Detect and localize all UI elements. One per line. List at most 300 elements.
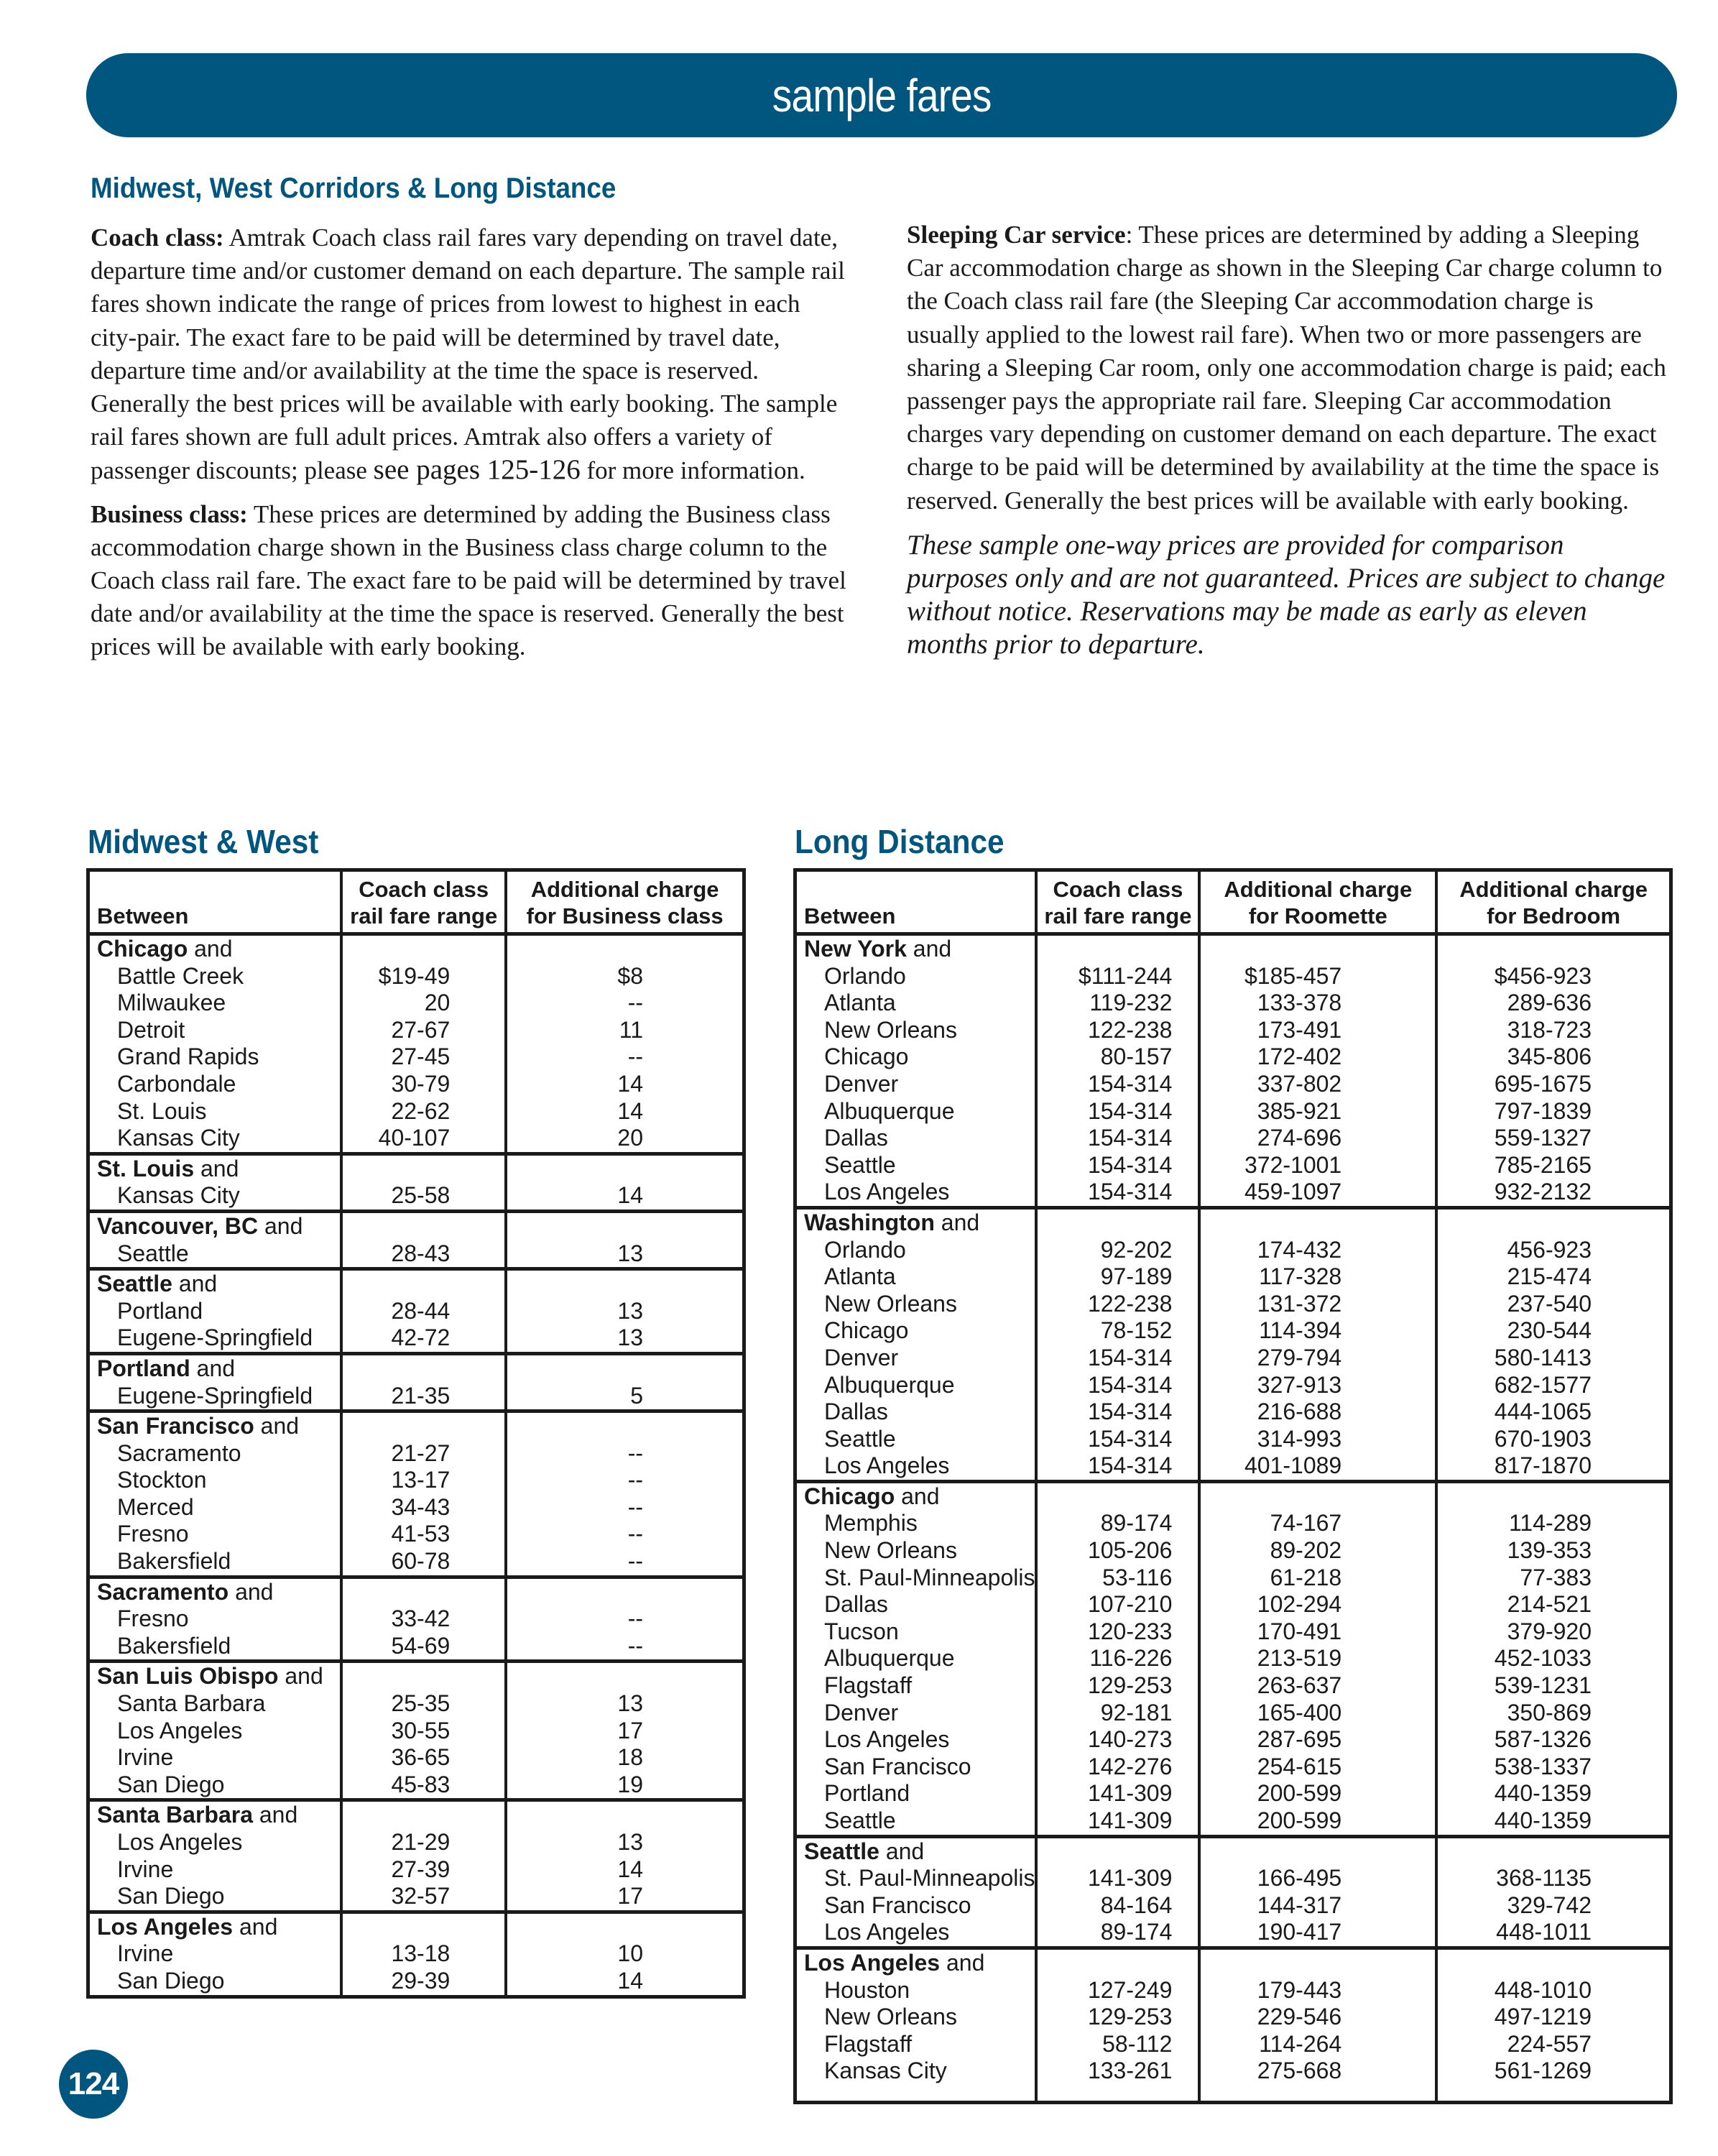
- fare-value: 30-55: [341, 1718, 506, 1745]
- destination-city: Kansas City: [824, 2058, 947, 2084]
- fare-value: 682-1577: [1436, 1372, 1671, 1399]
- coach-class-paragraph: [91, 221, 852, 488]
- table-row: [795, 1098, 1671, 1125]
- empty-cell: [1436, 1481, 1671, 1510]
- table-row: [795, 1372, 1671, 1399]
- destination-city: Fresno: [117, 1606, 189, 1632]
- intro-left-column: [91, 221, 852, 674]
- empty-cell: [1036, 1481, 1199, 1510]
- fare-value: 92-202: [1036, 1237, 1199, 1264]
- table-row: [88, 1440, 744, 1468]
- fare-value: 263-637: [1199, 1672, 1436, 1700]
- fare-value: --: [506, 1494, 744, 1521]
- empty-cell: [1036, 934, 1199, 963]
- fare-value: 154-314: [1036, 1426, 1199, 1453]
- table-row: [795, 1317, 1671, 1345]
- empty-cell: [341, 1353, 506, 1382]
- origin-cell: [88, 1153, 342, 1182]
- destination-city: San Diego: [117, 1967, 225, 1994]
- table-row: [795, 1919, 1671, 1948]
- fare-value: 179-443: [1199, 1977, 1436, 2004]
- destination-city: Sacramento: [117, 1439, 241, 1466]
- fare-value: 275-668: [1199, 2058, 1436, 2102]
- fare-value: 102-294: [1199, 1591, 1436, 1618]
- origin-cell: [795, 1948, 1037, 1976]
- fare-value: 107-210: [1036, 1591, 1199, 1618]
- fare-value: 58-112: [1036, 2031, 1199, 2058]
- origin-cell: [88, 1211, 342, 1240]
- column-header-line: rail fare range: [1044, 903, 1192, 929]
- table-row: [88, 1521, 744, 1548]
- column-header-line: rail fare range: [350, 903, 498, 929]
- fare-value: 337-802: [1199, 1071, 1436, 1098]
- fare-value: 18: [506, 1744, 744, 1772]
- intro-heading: Midwest, West Corridors & Long Distance: [91, 172, 616, 204]
- group-origin-row: [88, 1211, 744, 1240]
- fare-value: 695-1675: [1436, 1071, 1671, 1098]
- fare-value: 129-253: [1036, 1672, 1199, 1700]
- empty-cell: [341, 1153, 506, 1182]
- fare-value: 61-218: [1199, 1565, 1436, 1592]
- fare-value: 154-314: [1036, 1179, 1199, 1207]
- group-origin-row: [88, 1353, 744, 1382]
- fare-value: 22-62: [341, 1098, 506, 1125]
- fare-value: 5: [506, 1383, 744, 1411]
- fare-value: 459-1097: [1199, 1179, 1436, 1207]
- long-distance-fare-table: [793, 868, 1673, 2104]
- fare-value: 13: [506, 1325, 744, 1353]
- destination-city: Flagstaff: [824, 1672, 913, 1699]
- destination-city: Albuquerque: [824, 1097, 955, 1124]
- destination-city: Stockton: [117, 1467, 207, 1493]
- destination-city: Tucson: [824, 1618, 899, 1644]
- table-row: [88, 1125, 744, 1153]
- origin-suffix: and: [254, 1413, 300, 1439]
- fare-value: 444-1065: [1436, 1399, 1671, 1426]
- destination-city: Santa Barbara: [117, 1690, 266, 1717]
- fare-value: 116-226: [1036, 1645, 1199, 1672]
- destination-city: Los Angeles: [824, 1179, 950, 1205]
- fare-value: 20: [341, 990, 506, 1017]
- page-number-badge: 124: [59, 2050, 128, 2119]
- table-row: [88, 1548, 744, 1577]
- origin-suffix: and: [252, 1802, 298, 1828]
- empty-cell: [341, 1800, 506, 1829]
- fare-value: 350-869: [1436, 1700, 1671, 1727]
- empty-cell: [506, 1577, 744, 1606]
- sleeping-car-paragraph: [907, 218, 1668, 517]
- fare-value: 97-189: [1036, 1263, 1199, 1291]
- business-class-paragraph: [91, 498, 852, 664]
- column-header: [88, 870, 342, 934]
- fare-value: $456-923: [1436, 963, 1671, 990]
- origin-cell: [88, 934, 342, 963]
- fare-value: $185-457: [1199, 963, 1436, 990]
- table-row: [88, 1044, 744, 1071]
- fare-value: 40-107: [341, 1125, 506, 1153]
- fare-value: 170-491: [1199, 1618, 1436, 1646]
- table-row: [795, 1263, 1671, 1291]
- fare-value: 154-314: [1036, 1125, 1199, 1152]
- fare-value: 10: [506, 1940, 744, 1968]
- group-origin-row: [88, 934, 744, 963]
- table-row: [88, 1182, 744, 1211]
- fare-value: 14: [506, 1098, 744, 1125]
- destination-city: Irvine: [117, 1744, 174, 1771]
- fare-value: 42-72: [341, 1325, 506, 1353]
- table-row: [795, 2058, 1671, 2102]
- table-row: [795, 1345, 1671, 1372]
- group-origin-row: [88, 1912, 744, 1940]
- empty-cell: [1199, 1836, 1436, 1865]
- long-distance-heading: Long Distance: [795, 823, 1005, 860]
- section-banner: [86, 53, 1677, 137]
- coach-class-lead: Coach class:: [91, 224, 224, 252]
- destination-city: San Francisco: [824, 1753, 971, 1779]
- table-row: [88, 1298, 744, 1325]
- destination-city: Irvine: [117, 1940, 174, 1967]
- empty-cell: [341, 1577, 506, 1606]
- fare-value: 120-233: [1036, 1618, 1199, 1646]
- origin-suffix: and: [233, 1913, 278, 1940]
- fare-value: 27-45: [341, 1044, 506, 1071]
- column-header-line: Coach class: [1053, 877, 1183, 902]
- fare-value: 131-372: [1199, 1291, 1436, 1318]
- destination-city: Dallas: [824, 1591, 888, 1618]
- route-group: [88, 934, 744, 1154]
- fare-value: 11: [506, 1017, 744, 1044]
- destination-city: Los Angeles: [824, 1919, 950, 1945]
- route-group: [88, 1411, 744, 1577]
- destination-city: Albuquerque: [824, 1371, 955, 1398]
- fare-value: --: [506, 1548, 744, 1577]
- table-row: [795, 1426, 1671, 1453]
- column-header: [341, 870, 506, 934]
- origin-cell: [795, 1836, 1037, 1865]
- fare-value: 229-546: [1199, 2004, 1436, 2031]
- empty-cell: [506, 1269, 744, 1298]
- midwest-west-fare-table: [86, 868, 746, 1999]
- group-origin-row: [88, 1411, 744, 1440]
- fare-value: 154-314: [1036, 1345, 1199, 1372]
- origin-suffix: and: [278, 1663, 323, 1690]
- origin-city: Washington: [804, 1209, 935, 1235]
- fare-value: --: [506, 1606, 744, 1633]
- table-row: [88, 1829, 744, 1856]
- origin-suffix: and: [934, 1209, 980, 1235]
- fare-value: 561-1269: [1436, 2058, 1671, 2102]
- column-header: [1436, 870, 1671, 934]
- destination-city: Denver: [824, 1070, 899, 1097]
- fare-value: 13-17: [341, 1467, 506, 1494]
- column-header: [1199, 870, 1436, 934]
- table-row: [795, 1071, 1671, 1098]
- fare-value: 21-27: [341, 1440, 506, 1468]
- table-header: [795, 870, 1671, 934]
- destination-city: San Francisco: [824, 1892, 971, 1918]
- fare-value: 32-57: [341, 1883, 506, 1912]
- fare-value: 456-923: [1436, 1237, 1671, 1264]
- destination-city: Los Angeles: [117, 1829, 243, 1855]
- origin-city: Seattle: [97, 1271, 172, 1297]
- fare-value: 287-695: [1199, 1726, 1436, 1754]
- origin-city: San Francisco: [97, 1413, 254, 1439]
- fare-value: 141-309: [1036, 1865, 1199, 1892]
- table-row: [795, 1452, 1671, 1481]
- table-row: [88, 1718, 744, 1745]
- fare-value: 13-18: [341, 1940, 506, 1968]
- fare-value: 216-688: [1199, 1399, 1436, 1426]
- fare-value: 20: [506, 1125, 744, 1153]
- fare-value: 60-78: [341, 1548, 506, 1577]
- fare-value: 92-181: [1036, 1700, 1199, 1727]
- see-pages-reference: see pages 125-126: [373, 454, 581, 486]
- table-row: [795, 2004, 1671, 2031]
- column-header: [506, 870, 744, 934]
- column-header-line: Additional charge: [1224, 877, 1413, 902]
- fare-value: 379-920: [1436, 1618, 1671, 1646]
- empty-cell: [506, 1153, 744, 1182]
- fare-value: 154-314: [1036, 1071, 1199, 1098]
- table-row: [795, 1291, 1671, 1318]
- column-header-line: Between: [97, 903, 189, 929]
- table-row: [88, 1606, 744, 1633]
- empty-cell: [341, 934, 506, 963]
- fare-value: 448-1011: [1436, 1919, 1671, 1948]
- fare-value: 166-495: [1199, 1865, 1436, 1892]
- destination-city: Atlanta: [824, 1263, 896, 1290]
- fare-value: 580-1413: [1436, 1345, 1671, 1372]
- empty-cell: [506, 934, 744, 963]
- table-row: [88, 1690, 744, 1718]
- group-origin-row: [88, 1577, 744, 1606]
- origin-city: New York: [804, 936, 907, 962]
- fare-value: 114-394: [1199, 1317, 1436, 1345]
- fare-value: $8: [506, 963, 744, 990]
- fare-value: 45-83: [341, 1772, 506, 1800]
- table-row: [795, 963, 1671, 990]
- origin-city: Chicago: [804, 1483, 895, 1509]
- table-row: [88, 1968, 744, 1996]
- table-row: [795, 1865, 1671, 1892]
- destination-city: Carbondale: [117, 1070, 236, 1097]
- fare-value: 214-521: [1436, 1591, 1671, 1618]
- table-row: [88, 1940, 744, 1968]
- fare-value: 33-42: [341, 1606, 506, 1633]
- destination-city: Los Angeles: [824, 1726, 950, 1753]
- empty-cell: [341, 1411, 506, 1440]
- destination-city: Bakersfield: [117, 1548, 231, 1575]
- table-row: [795, 1510, 1671, 1537]
- origin-cell: [88, 1577, 342, 1606]
- fare-value: 19: [506, 1772, 744, 1800]
- column-header-line: for Roomette: [1248, 903, 1387, 929]
- origin-suffix: and: [895, 1483, 940, 1509]
- table-row: [795, 2031, 1671, 2058]
- destination-city: San Diego: [117, 1771, 225, 1797]
- fare-value: 80-157: [1036, 1044, 1199, 1071]
- fare-value: 127-249: [1036, 1977, 1199, 2004]
- empty-cell: [341, 1912, 506, 1940]
- table-row: [88, 990, 744, 1017]
- empty-cell: [506, 1211, 744, 1240]
- fare-value: 14: [506, 1182, 744, 1211]
- empty-cell: [506, 1411, 744, 1440]
- fare-value: 14: [506, 1968, 744, 1996]
- destination-city: Chicago: [824, 1317, 909, 1344]
- origin-cell: [795, 934, 1037, 963]
- table-row: [88, 1772, 744, 1800]
- fare-value: 274-696: [1199, 1125, 1436, 1152]
- fare-value: 213-519: [1199, 1645, 1436, 1672]
- group-origin-row: [88, 1153, 744, 1182]
- table-row: [795, 1892, 1671, 1920]
- table-row: [88, 1633, 744, 1662]
- origin-suffix: and: [940, 1949, 985, 1976]
- destination-city: Battle Creek: [117, 962, 244, 989]
- table-row: [88, 1017, 744, 1044]
- route-group: [88, 1662, 744, 1800]
- origin-city: Chicago: [97, 936, 188, 962]
- destination-city: Denver: [824, 1699, 899, 1726]
- destination-city: Grand Rapids: [117, 1044, 259, 1070]
- table-row: [795, 1726, 1671, 1754]
- destination-city: Portland: [824, 1780, 910, 1807]
- route-group: [88, 1912, 744, 1996]
- destination-city: Los Angeles: [824, 1452, 950, 1479]
- route-group: [88, 1211, 744, 1268]
- fare-value: 154-314: [1036, 1399, 1199, 1426]
- fare-value: 53-116: [1036, 1565, 1199, 1592]
- fare-value: 36-65: [341, 1744, 506, 1772]
- column-header-line: for Bedroom: [1487, 903, 1621, 929]
- origin-cell: [88, 1269, 342, 1298]
- fare-value: 25-58: [341, 1182, 506, 1211]
- fare-value: 27-67: [341, 1017, 506, 1044]
- empty-cell: [1436, 934, 1671, 963]
- origin-city: Sacramento: [97, 1578, 229, 1605]
- group-origin-row: [88, 1800, 744, 1829]
- origin-suffix: and: [258, 1212, 303, 1239]
- fare-value: 141-309: [1036, 1807, 1199, 1836]
- group-origin-row: [795, 1948, 1671, 1976]
- destination-city: Dallas: [824, 1399, 888, 1425]
- table-row: [88, 1325, 744, 1353]
- fare-value: 13: [506, 1298, 744, 1325]
- empty-cell: [506, 1662, 744, 1690]
- fare-value: 318-723: [1436, 1017, 1671, 1044]
- origin-suffix: and: [194, 1155, 239, 1181]
- table-row: [795, 1672, 1671, 1700]
- fare-value: 440-1359: [1436, 1807, 1671, 1836]
- origin-city: Vancouver, BC: [97, 1212, 259, 1239]
- fare-value: 133-378: [1199, 990, 1436, 1017]
- empty-cell: [1436, 1836, 1671, 1865]
- route-group: [88, 1353, 744, 1411]
- fare-value: 17: [506, 1718, 744, 1745]
- destination-city: St. Paul-Minneapolis: [824, 1865, 1035, 1892]
- destination-city: San Diego: [117, 1883, 225, 1909]
- origin-suffix: and: [188, 936, 233, 962]
- fare-value: 200-599: [1199, 1780, 1436, 1807]
- destination-city: New Orleans: [824, 2004, 957, 2030]
- fare-value: 497-1219: [1436, 2004, 1671, 2031]
- destination-city: Orlando: [824, 1236, 906, 1263]
- group-origin-row: [795, 1836, 1671, 1865]
- group-origin-row: [88, 1269, 744, 1298]
- column-header-line: Additional charge: [1459, 877, 1648, 902]
- table-row: [795, 1152, 1671, 1179]
- fare-value: 230-544: [1436, 1317, 1671, 1345]
- table-row: [795, 1754, 1671, 1781]
- fare-value: 785-2165: [1436, 1152, 1671, 1179]
- origin-cell: [795, 1207, 1037, 1236]
- destination-city: Chicago: [824, 1044, 909, 1070]
- table-row: [795, 1780, 1671, 1807]
- fare-value: 224-557: [1436, 2031, 1671, 2058]
- fare-value: 28-44: [341, 1298, 506, 1325]
- empty-cell: [1036, 1948, 1199, 1976]
- origin-cell: [88, 1411, 342, 1440]
- group-origin-row: [795, 1207, 1671, 1236]
- fare-value: --: [506, 990, 744, 1017]
- fare-value: 368-1135: [1436, 1865, 1671, 1892]
- table-row: [88, 963, 744, 990]
- table-row: [795, 1537, 1671, 1565]
- empty-cell: [1199, 1948, 1436, 1976]
- fare-value: 385-921: [1199, 1098, 1436, 1125]
- fare-value: --: [506, 1044, 744, 1071]
- destination-city: Irvine: [117, 1856, 174, 1882]
- route-group: [795, 1948, 1671, 2102]
- fare-value: 539-1231: [1436, 1672, 1671, 1700]
- table-row: [88, 1744, 744, 1772]
- fare-value: 17: [506, 1883, 744, 1912]
- fare-value: 797-1839: [1436, 1098, 1671, 1125]
- fare-value: 89-174: [1036, 1510, 1199, 1537]
- origin-cell: [795, 1481, 1037, 1510]
- destination-city: Seattle: [117, 1240, 189, 1266]
- table-row: [88, 1467, 744, 1494]
- fare-value: 139-353: [1436, 1537, 1671, 1565]
- fare-value: --: [506, 1521, 744, 1548]
- empty-cell: [1436, 1207, 1671, 1236]
- fare-value: 117-328: [1199, 1263, 1436, 1291]
- fare-value: 538-1337: [1436, 1754, 1671, 1781]
- destination-city: Milwaukee: [117, 990, 226, 1016]
- fare-value: 27-39: [341, 1856, 506, 1884]
- coach-class-tail: for more information.: [580, 456, 805, 485]
- route-group: [795, 934, 1671, 1208]
- fare-value: 114-289: [1436, 1510, 1671, 1537]
- destination-city: New Orleans: [824, 1290, 957, 1317]
- origin-cell: [88, 1800, 342, 1829]
- origin-city: San Luis Obispo: [97, 1663, 279, 1690]
- fare-value: 932-2132: [1436, 1179, 1671, 1207]
- destination-city: Seattle: [824, 1425, 896, 1452]
- empty-cell: [1436, 1948, 1671, 1976]
- fare-value: --: [506, 1440, 744, 1468]
- fare-value: 13: [506, 1829, 744, 1856]
- origin-suffix: and: [906, 936, 952, 962]
- group-origin-row: [88, 1662, 744, 1690]
- fare-value: 21-29: [341, 1829, 506, 1856]
- fare-value: 215-474: [1436, 1263, 1671, 1291]
- table-row: [795, 1017, 1671, 1044]
- fare-value: $19-49: [341, 963, 506, 990]
- origin-city: St. Louis: [97, 1155, 195, 1181]
- fare-value: 173-491: [1199, 1017, 1436, 1044]
